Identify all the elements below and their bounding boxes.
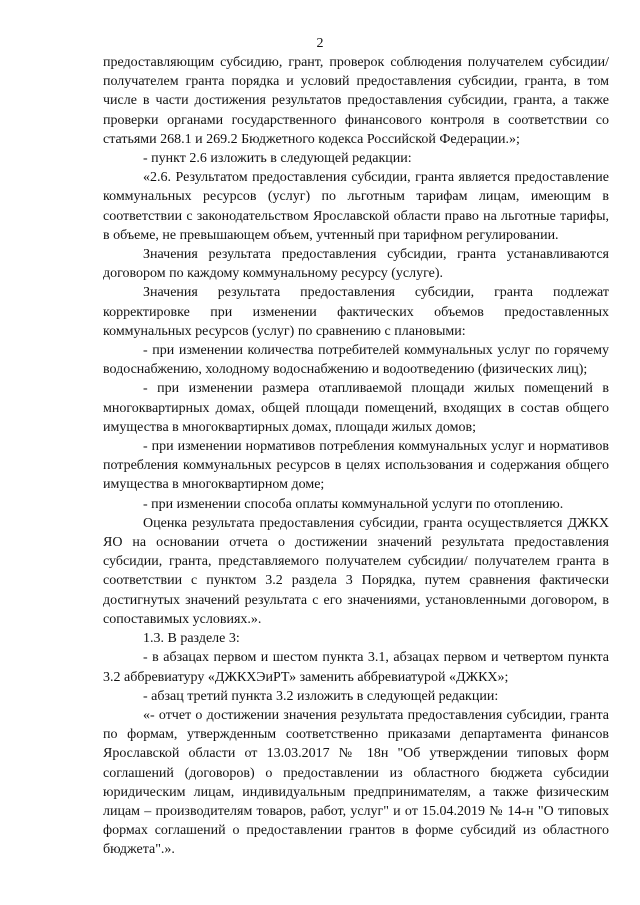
paragraph: - пункт 2.6 изложить в следующей редакции: [143, 151, 412, 167]
paragraph: «2.6. Результатом предоставления субсидии, гранта является предоставление коммунальных ресурсов (услуг) по льготным тарифам лицам, имеющим в соответствии с законодательством Ярославской области право на льготные тарифы, в объеме, не превышающем объем, учтенный при тарифном регулировании. [103, 170, 609, 243]
paragraph: Значения результата предоставления субсидии, гранта устанавливаются договором по каждому коммунальному ресурсу (услуге). [103, 247, 609, 282]
paragraph: Оценка результата предоставления субсидии, гранта осуществляется ДЖКХ ЯО на основании отчета о достижении значений результата предоставления субсидии, гранта, представляемого получателем субсидии/ получателем гранта в соответствии с пунктом 3.2 раздела 3 Порядка, путем сравнения фактически достигнутых значений результата с его значениями, установленными договором, в сопоставимых условиях.». [103, 515, 609, 627]
paragraph: Значения результата предоставления субсидии, гранта подлежат корректировке при изменении фактических объемов предоставленных коммунальных ресурсов (услуг) по сравнению с плановыми: [103, 285, 609, 339]
paragraph: - при изменении размера отапливаемой площади жилых помещений в многоквартирных домах, общей площади помещений, входящих в состав общего имущества в многоквартирных домах, площади жилых домов; [103, 381, 609, 435]
paragraph: - при изменении способа оплаты коммунальной услуги по отоплению. [143, 496, 564, 512]
document-body [103, 53, 609, 860]
paragraph: «- отчет о достижении значения результата предоставления субсидии, гранта по формам, утвержденным соответственно приказами департамента финансов Ярославской области от 13.03.2017 № 18н "Об утверждении типовых форм соглашений (договоров) о предоставлении из областного бюджета субсидии юридическим лицам, индивидуальным предпринимателям, а также физическим лицам – производителям товаров, работ, услуг" и от 15.04.2019 № 14-н "О типовых формах соглашений о предоставлении грантов в форме субсидий из областного бюджета".». [103, 707, 609, 858]
paragraph: - при изменении количества потребителей коммунальных услуг по горячему водоснабжению, холодному водоснабжению и водоотведению (физических лиц); [103, 343, 609, 378]
paragraph: - при изменении нормативов потребления коммунальных услуг и нормативов потребления коммунальных ресурсов в целях использования и содержания общего имущества в многоквартирном доме; [103, 439, 609, 493]
paragraph: предоставляющим субсидию, грант, проверок соблюдения получателем субсидии/ получателем гранта порядка и условий предоставления субсидии, гранта, в том числе в части достижения результатов предоставления субсидии, гранта, а также проверки органами государственного финансового контроля в соответствии со статьями 268.1 и 269.2 Бюджетного кодекса Российской Федерации.»; [103, 55, 609, 147]
paragraph: 1.3. В разделе 3: [143, 631, 240, 647]
paragraph: - в абзацах первом и шестом пункта 3.1, абзацах первом и четвертом пункта 3.2 аббревиатуру «ДЖКХЭиРТ» заменить аббревиатурой «ДЖКХ»; [103, 650, 609, 685]
paragraph: - абзац третий пункта 3.2 изложить в следующей редакции: [143, 688, 499, 704]
page-number: 2 [316, 36, 324, 51]
